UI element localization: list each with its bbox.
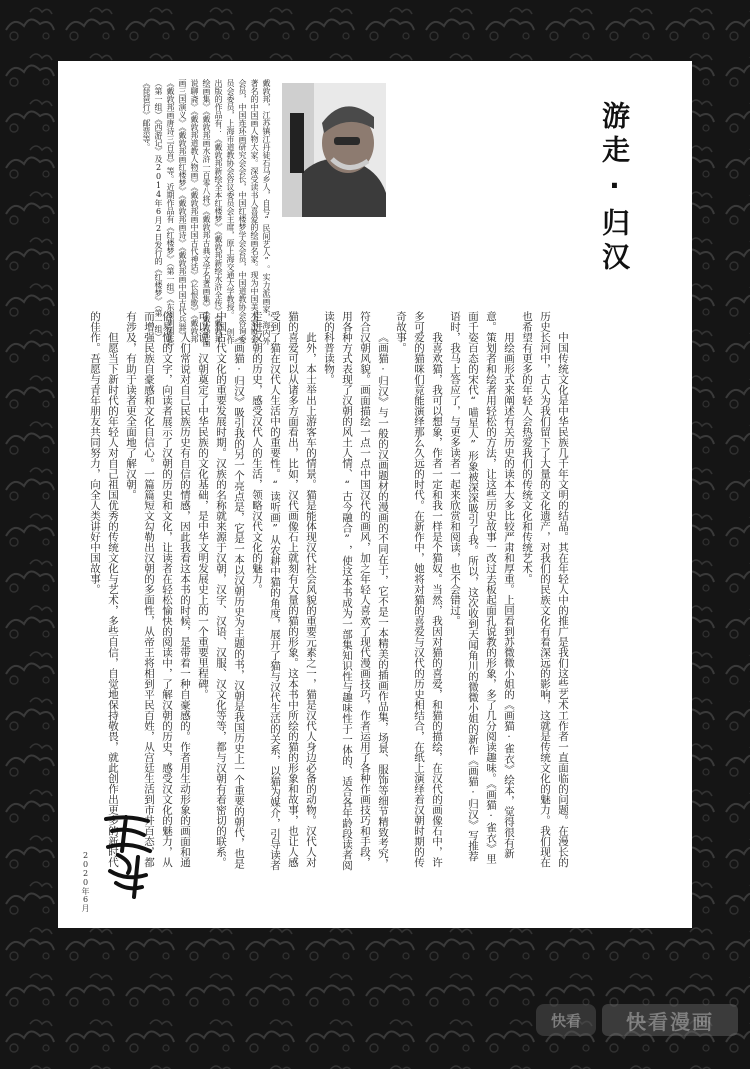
author-signature [98,811,158,901]
watermark-badge: 快看 [536,1004,596,1036]
essay-paragraph: 用绘画形式来阐述有关历史的读本大多比较严肃和厚重。上回看到苏微微小姐的《画猫·雀衣》绘本，觉得很有新意。策划者和绘者用轻松的方法，让这些历史故事一改过去板起面孔说教的形象，多了几分阅读趣味。《画猫·雀衣》里面千姿百态的宋代“喵星人”形象被深深吸引了我。所以，这次收到天闻角川的微微小姐的新作《画猫·归汉》写推荐语时，我马上答应了，与更多读者一起来欣赏和阅读，也不会错过。 [449,311,515,864]
author-photo [282,83,386,217]
author-bio: 戴敦邦，江苏镇江丹徒石马乡人，自号“民间艺人”。实力派画家，海内外著名的中国画人物大家。深受读书人喜爱的绘画名家。现为中国美术家协会会员，中国连环画研究会会长，中国红楼梦学会会员，中国道教协会咨询委员会委员，上海市道教协会咨议委员会主席，原上海交通大学教授。 创作出版的作品有：《戴敦邦新绘全本红楼梦》《戴敦邦新绘水浒全传》《戴敦邦绘画集》《戴敦邦画水浒一百零八将》《戴敦邦古典文学名著画集》《戴敦邦画说聊斋》《戴敦邦道教人物画》《戴敦邦画中国古代神话》《长恨歌》《戴敦邦画三国演义》《戴敦邦画红楼梦》《戴敦邦画诗》《戴敦邦画中国古代兵器》《戴敦邦画唐诗三百首》等。近期作品有《红楼梦》（第一组）《东周列国志》（第一组）《西游记》及2014年6月2日发行的《红楼梦》（第一组）《琵琶行》邮票等。 [142,79,271,347]
essay-date: 2020年6月 [81,851,90,912]
essay-paragraph: 中国传统文化是中华民族几千年文明的结晶。其在年轻人中的推广是我们这些艺术工作者一直面临的问题。在漫长的历史长河中，古人为我们留下了大量的文化遗产，对我们的民族文化有着深远的影响，这就是传统文化的魅力。我们现在也希望有更多的年轻人会热爱我们的传统文化和传统艺术。 [521,311,569,868]
essay-paragraph: 人们常说对自己民族历史有自信的情感，因此我看这本书的时候，是带着一种自豪感的。作者用生动形象的画面和通俗易懂的文字，向读者展示了汉朝的历史和文化，让读者在轻松愉快的阅读中，了解汉朝的历史，感受汉文化的魅力，从而增强民族自豪感和文化自信心。一篇篇短文勾勒出汉朝的多面性，从帝王将相到平民百姓，从宫廷生活到市井百态，都有涉及，有助于读者更全面地了解汉朝。 [125,311,191,868]
page-title: 游走·归汉 [598,101,631,276]
watermark-text: 快看漫画 [602,1004,738,1036]
essay-paragraph: 但愿当下新时代的年轻人对自己祖国优秀的传统文化与艺术，多些自信，自觉地保持敬畏，就此创作出更多的新时代的佳作。吾愿与青年朋友共同努力，向全人类讲好中国故事。 [89,311,119,868]
essay-body [89,311,572,871]
essay-paragraph: 此外，本士举出上游客车的情景。猫是能体现汉代社会风貌的重要元素之一，猫是汉代人身边必备的动物。汉代人对猫的喜爱可以从诸多方面看出，比如，汉代画像石上就刻有大量的猫的形象。这本书中所绘的猫的形象和故事，也让人感受到了猫在汉代人生活中的重要性。“读听画”从农耕中猫的角度，展开了猫与汉代生活的关系，以猫为媒介，引导读者走进汉朝的历史，感受汉代人的生活，领略汉代文化的魅力。 [251,311,317,871]
essay-paragraph: 《画猫·归汉》吸引我的另一个亮点是，它是一本以汉朝历史为主题的书，汉朝是我国历史上一个重要的朝代，也是中国古代文化的重要发展时期。汉族的名称就来源于汉朝，汉字、汉语、汉服、汉文化等等，都与汉朝有着密切的联系。可以说，汉朝奠定了中华民族的文化基础，是中华文明发展史上的一个重要里程碑。 [197,311,245,869]
essay-paragraph: 《画猫·归汉》与一般的汉画题材的漫画的不同在于，它不是一本精美的插画作品集，场景、服饰等细节精致考究，符合汉朝风貌。画面描绘一点一点中国汉代的画风，加之年轻人喜欢了现代漫画技巧，作者运用了各种作画技巧和手段，用各种方式表现了汉朝的风土人情、“古今融合”，使这本书成为一部集知识性与趣味性于一体的、适合各年龄段读者阅读的科普读物。 [323,311,389,871]
essay-paragraph: 我喜欢猫，我可以想象，作者一定和我一样是个猫奴。当然，我因对猫的喜爱，和猫的描绘，在汉代的画像石中，许多可爱的猫咪们竟能演绎那么久远的时代。在新作中，她将对猫的喜爱与汉代的历史相结合，在纸上演绎着汉朝时期的传奇故事。 [395,311,443,868]
author-portrait-icon [282,83,386,217]
document-page [58,61,692,928]
watermark-logo [536,996,740,1046]
